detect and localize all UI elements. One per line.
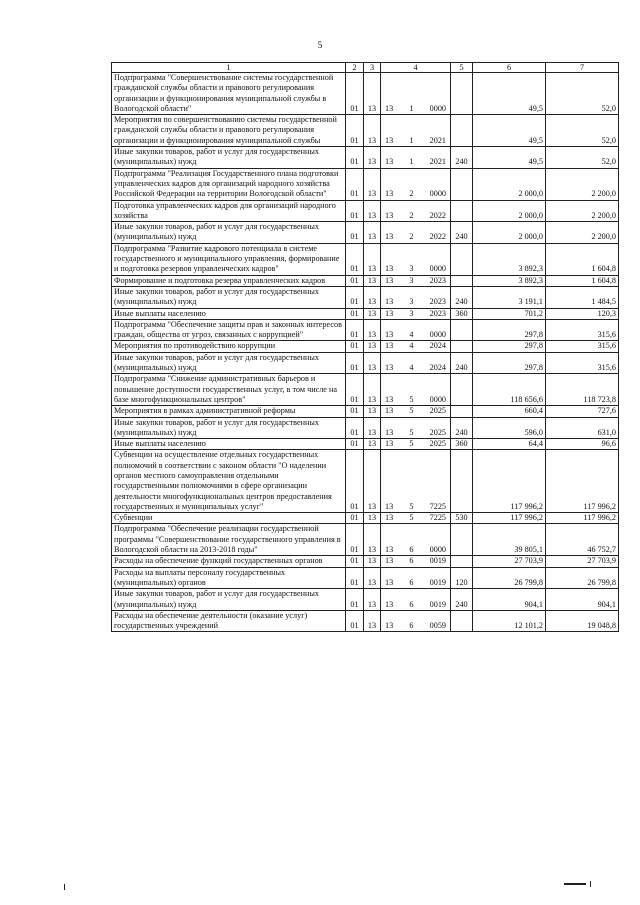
amount-year-1: 3 191,1	[473, 286, 546, 308]
budget-table	[111, 62, 619, 632]
amount-year-1: 2 000,0	[473, 168, 546, 200]
subprogram-code: 6	[409, 599, 414, 609]
subsection-code: 13	[364, 567, 381, 589]
row-name: Иные закупки товаров, работ и услуг для государственных (муниципальных) нужд	[112, 222, 346, 244]
expense-type-code	[451, 319, 473, 341]
section-code: 01	[346, 524, 364, 556]
row-name: Иные закупки товаров, работ и услуг для государственных (муниципальных) нужд	[112, 589, 346, 611]
direction-code: 7225	[429, 501, 446, 511]
row-name: Субвенции	[112, 513, 346, 524]
direction-code: 0059	[429, 621, 446, 631]
expense-type-code	[451, 73, 473, 115]
amount-year-1: 904,1	[473, 589, 546, 611]
direction-code: 0019	[429, 556, 446, 566]
subprogram-code: 3	[409, 275, 414, 285]
subprogram-code: 6	[409, 545, 414, 555]
target-item-code	[381, 439, 451, 450]
section-code: 01	[346, 222, 364, 244]
table-row	[112, 341, 619, 352]
program-code: 13	[385, 297, 394, 307]
subprogram-code: 5	[409, 394, 414, 404]
amount-year-1: 64,4	[473, 439, 546, 450]
row-name: Подпрограмма "Реализация Государственного плана подготовки управленческих кадров для организаций народного хозяйства Российской Федерации на территории Вологодской области"	[112, 168, 346, 200]
subsection-code: 13	[364, 556, 381, 567]
amount-year-2: 46 752,7	[546, 524, 619, 556]
subsection-code: 13	[364, 200, 381, 222]
expense-type-code	[451, 374, 473, 406]
amount-year-1: 118 656,6	[473, 374, 546, 406]
direction-code: 0019	[429, 577, 446, 587]
section-code: 01	[346, 200, 364, 222]
table-row	[112, 319, 619, 341]
row-name: Расходы на выплаты персоналу государственных (муниципальных) органов	[112, 567, 346, 589]
program-code: 13	[385, 264, 394, 274]
expense-type-code	[451, 243, 473, 275]
section-code: 01	[346, 147, 364, 169]
target-item-code	[381, 567, 451, 589]
expense-type-code	[451, 341, 473, 352]
subprogram-code: 3	[409, 264, 414, 274]
section-code: 01	[346, 567, 364, 589]
table-row	[112, 406, 619, 417]
program-code: 13	[385, 341, 394, 351]
subprogram-code: 4	[409, 330, 414, 340]
row-name: Мероприятия в рамках административной реформы	[112, 406, 346, 417]
program-code: 13	[385, 513, 394, 523]
amount-year-1: 39 805,1	[473, 524, 546, 556]
program-code: 13	[385, 189, 394, 199]
amount-year-1: 117 996,2	[473, 513, 546, 524]
subsection-code: 13	[364, 308, 381, 319]
amount-year-2: 315,6	[546, 319, 619, 341]
target-item-code	[381, 610, 451, 632]
section-code: 01	[346, 513, 364, 524]
direction-code: 2023	[429, 308, 446, 318]
subsection-code: 13	[364, 417, 381, 439]
direction-code: 2024	[429, 341, 446, 351]
subprogram-code: 5	[409, 513, 414, 523]
subsection-code: 13	[364, 513, 381, 524]
amount-year-2: 117 996,2	[546, 450, 619, 513]
section-code: 01	[346, 406, 364, 417]
row-name: Расходы на обеспечение деятельности (оказание услуг) государственных учреждений	[112, 610, 346, 632]
target-item-code	[381, 168, 451, 200]
target-item-code	[381, 73, 451, 115]
subprogram-code: 6	[409, 577, 414, 587]
table-row	[112, 567, 619, 589]
expense-type-code: 240	[451, 589, 473, 611]
program-code: 13	[385, 439, 394, 449]
program-code: 13	[385, 135, 394, 145]
table-row	[112, 200, 619, 222]
program-code: 13	[385, 556, 394, 566]
amount-year-2: 26 799,8	[546, 567, 619, 589]
section-code: 01	[346, 286, 364, 308]
subprogram-code: 6	[409, 621, 414, 631]
amount-year-1: 49,5	[473, 73, 546, 115]
expense-type-code: 240	[451, 352, 473, 374]
target-item-code	[381, 374, 451, 406]
program-code: 13	[385, 363, 394, 373]
page-number: 5	[317, 40, 323, 50]
row-name: Подпрограмма "Обеспечение защиты прав и законных интересов граждан, общества от угроз, связанных с коррупцией"	[112, 319, 346, 341]
header-row	[112, 63, 619, 73]
section-code: 01	[346, 341, 364, 352]
amount-year-2: 1 604,8	[546, 275, 619, 286]
program-code: 13	[385, 406, 394, 416]
scan-mark	[590, 881, 591, 887]
program-code: 13	[385, 621, 394, 631]
direction-code: 0000	[429, 264, 446, 274]
direction-code: 2021	[429, 157, 446, 167]
section-code: 01	[346, 73, 364, 115]
subsection-code: 13	[364, 589, 381, 611]
expense-type-code	[451, 115, 473, 147]
column-header: 6	[473, 63, 546, 73]
subsection-code: 13	[364, 374, 381, 406]
table-row	[112, 417, 619, 439]
subprogram-code: 4	[409, 363, 414, 373]
subsection-code: 13	[364, 450, 381, 513]
row-name: Иные выплаты населению	[112, 439, 346, 450]
row-name: Мероприятия по совершенствованию системы государственной гражданской службы области и правового регулирования организации и функционирования муниципальной службы	[112, 115, 346, 147]
amount-year-1: 49,5	[473, 115, 546, 147]
subsection-code: 13	[364, 73, 381, 115]
target-item-code	[381, 352, 451, 374]
table-row	[112, 286, 619, 308]
row-name: Подпрограмма "Снижение административных барьеров и повышение доступности государственных услуг, в том числе на базе многофункциональных центров"	[112, 374, 346, 406]
subsection-code: 13	[364, 147, 381, 169]
expense-type-code	[451, 524, 473, 556]
subprogram-code: 2	[409, 189, 414, 199]
subsection-code: 13	[364, 406, 381, 417]
amount-year-1: 49,5	[473, 147, 546, 169]
target-item-code	[381, 243, 451, 275]
target-item-code	[381, 524, 451, 556]
direction-code: 2021	[429, 135, 446, 145]
amount-year-1: 26 799,8	[473, 567, 546, 589]
subsection-code: 13	[364, 243, 381, 275]
table-row	[112, 275, 619, 286]
subprogram-code: 3	[409, 297, 414, 307]
amount-year-2: 727,6	[546, 406, 619, 417]
subprogram-code: 5	[409, 427, 414, 437]
subprogram-code: 2	[409, 210, 414, 220]
direction-code: 2025	[429, 427, 446, 437]
amount-year-2: 2 200,0	[546, 222, 619, 244]
direction-code: 2022	[429, 232, 446, 242]
program-code: 13	[385, 157, 394, 167]
table-row	[112, 556, 619, 567]
program-code: 13	[385, 577, 394, 587]
amount-year-1: 3 892,3	[473, 243, 546, 275]
expense-type-code	[451, 275, 473, 286]
target-item-code	[381, 275, 451, 286]
program-code: 13	[385, 427, 394, 437]
amount-year-1: 117 996,2	[473, 450, 546, 513]
amount-year-2: 96,6	[546, 439, 619, 450]
amount-year-2: 904,1	[546, 589, 619, 611]
target-item-code	[381, 319, 451, 341]
expense-type-code	[451, 450, 473, 513]
subprogram-code: 6	[409, 556, 414, 566]
amount-year-2: 1 484,5	[546, 286, 619, 308]
amount-year-1: 297,8	[473, 352, 546, 374]
subsection-code: 13	[364, 352, 381, 374]
amount-year-2: 27 703,9	[546, 556, 619, 567]
row-name: Иные закупки товаров, работ и услуг для государственных (муниципальных) нужд	[112, 352, 346, 374]
program-code: 13	[385, 501, 394, 511]
target-item-code	[381, 556, 451, 567]
direction-code: 2024	[429, 363, 446, 373]
program-code: 13	[385, 545, 394, 555]
expense-type-code	[451, 556, 473, 567]
program-code: 13	[385, 599, 394, 609]
subprogram-code: 5	[409, 501, 414, 511]
table-row	[112, 610, 619, 632]
table-row	[112, 73, 619, 115]
target-item-code	[381, 417, 451, 439]
expense-type-code: 240	[451, 286, 473, 308]
column-header: 7	[546, 63, 619, 73]
section-code: 01	[346, 610, 364, 632]
section-code: 01	[346, 275, 364, 286]
subprogram-code: 1	[409, 135, 414, 145]
amount-year-2: 315,6	[546, 352, 619, 374]
table-row	[112, 308, 619, 319]
direction-code: 2025	[429, 439, 446, 449]
amount-year-1: 297,8	[473, 341, 546, 352]
expense-type-code: 360	[451, 308, 473, 319]
program-code: 13	[385, 232, 394, 242]
amount-year-2: 52,0	[546, 73, 619, 115]
target-item-code	[381, 450, 451, 513]
subprogram-code: 3	[409, 308, 414, 318]
direction-code: 0000	[429, 330, 446, 340]
amount-year-2: 52,0	[546, 115, 619, 147]
column-header: 2	[346, 63, 364, 73]
subsection-code: 13	[364, 524, 381, 556]
amount-year-1: 2 000,0	[473, 222, 546, 244]
row-name: Расходы на обеспечение функций государственных органов	[112, 556, 346, 567]
amount-year-1: 27 703,9	[473, 556, 546, 567]
amount-year-2: 2 200,0	[546, 200, 619, 222]
expense-type-code	[451, 200, 473, 222]
amount-year-1: 596,0	[473, 417, 546, 439]
target-item-code	[381, 341, 451, 352]
amount-year-1: 12 101,2	[473, 610, 546, 632]
amount-year-1: 660,4	[473, 406, 546, 417]
table-row	[112, 439, 619, 450]
direction-code: 2023	[429, 297, 446, 307]
expense-type-code: 240	[451, 417, 473, 439]
table-row	[112, 589, 619, 611]
subsection-code: 13	[364, 610, 381, 632]
amount-year-2: 315,6	[546, 341, 619, 352]
subsection-code: 13	[364, 115, 381, 147]
column-header: 3	[364, 63, 381, 73]
expense-type-code: 120	[451, 567, 473, 589]
table-row	[112, 168, 619, 200]
column-header: 1	[112, 63, 346, 73]
section-code: 01	[346, 115, 364, 147]
direction-code: 0000	[429, 394, 446, 404]
row-name: Иные закупки товаров, работ и услуг для государственных (муниципальных) нужд	[112, 286, 346, 308]
row-name: Подготовка управленческих кадров для организаций народного хозяйства	[112, 200, 346, 222]
row-name: Формирование и подготовка резерва управленческих кадров	[112, 275, 346, 286]
scan-mark	[564, 883, 586, 885]
amount-year-2: 631,0	[546, 417, 619, 439]
expense-type-code: 360	[451, 439, 473, 450]
table-row	[112, 513, 619, 524]
table-row	[112, 374, 619, 406]
subsection-code: 13	[364, 286, 381, 308]
row-name: Иные закупки товаров, работ и услуг для государственных (муниципальных) нужд	[112, 147, 346, 169]
amount-year-1: 297,8	[473, 319, 546, 341]
amount-year-2: 1 604,8	[546, 243, 619, 275]
subprogram-code: 1	[409, 157, 414, 167]
table-row	[112, 524, 619, 556]
program-code: 13	[385, 275, 394, 285]
subprogram-code: 5	[409, 439, 414, 449]
target-item-code	[381, 147, 451, 169]
direction-code: 0000	[429, 545, 446, 555]
row-name: Подпрограмма "Развитие кадрового потенциала в системе государственного и муниципального управления, формирование и подготовка резервов управленческих кадров"	[112, 243, 346, 275]
amount-year-1: 2 000,0	[473, 200, 546, 222]
expense-type-code	[451, 406, 473, 417]
expense-type-code: 240	[451, 147, 473, 169]
row-name: Субвенции на осуществление отдельных государственных полномочий в соответствии с законом области "О наделении органов местного самоуправления отдельными государственными полномочиями в сфере организации деятельности многофункциональных центров предоставления государственных и муниципальных услуг"	[112, 450, 346, 513]
section-code: 01	[346, 556, 364, 567]
subprogram-code: 4	[409, 341, 414, 351]
subsection-code: 13	[364, 168, 381, 200]
row-name: Подпрограмма "Обеспечение реализации государственной программы "Совершенствование государственного управления в Вологодской области на 2013-2018 годы"	[112, 524, 346, 556]
target-item-code	[381, 406, 451, 417]
target-item-code	[381, 200, 451, 222]
amount-year-2: 52,0	[546, 147, 619, 169]
target-item-code	[381, 222, 451, 244]
direction-code: 2023	[429, 275, 446, 285]
subprogram-code: 1	[409, 103, 414, 113]
target-item-code	[381, 286, 451, 308]
subsection-code: 13	[364, 341, 381, 352]
subsection-code: 13	[364, 319, 381, 341]
subsection-code: 13	[364, 222, 381, 244]
amount-year-1: 3 892,3	[473, 275, 546, 286]
section-code: 01	[346, 589, 364, 611]
direction-code: 2022	[429, 210, 446, 220]
target-item-code	[381, 589, 451, 611]
scan-mark	[64, 884, 65, 890]
subsection-code: 13	[364, 439, 381, 450]
section-code: 01	[346, 352, 364, 374]
table-row	[112, 222, 619, 244]
subsection-code: 13	[364, 275, 381, 286]
section-code: 01	[346, 417, 364, 439]
direction-code: 0019	[429, 599, 446, 609]
direction-code: 0000	[429, 189, 446, 199]
program-code: 13	[385, 103, 394, 113]
table-row	[112, 147, 619, 169]
amount-year-2: 117 996,2	[546, 513, 619, 524]
target-item-code	[381, 308, 451, 319]
section-code: 01	[346, 308, 364, 319]
column-header: 4	[381, 63, 451, 73]
subprogram-code: 2	[409, 232, 414, 242]
section-code: 01	[346, 450, 364, 513]
expense-type-code: 530	[451, 513, 473, 524]
table-row	[112, 352, 619, 374]
section-code: 01	[346, 243, 364, 275]
row-name: Мероприятия по противодействию коррупции	[112, 341, 346, 352]
amount-year-2: 120,3	[546, 308, 619, 319]
section-code: 01	[346, 374, 364, 406]
expense-type-code	[451, 168, 473, 200]
amount-year-2: 2 200,0	[546, 168, 619, 200]
target-item-code	[381, 115, 451, 147]
direction-code: 7225	[429, 513, 446, 523]
direction-code: 0000	[429, 103, 446, 113]
amount-year-2: 19 048,8	[546, 610, 619, 632]
target-item-code	[381, 513, 451, 524]
amount-year-1: 701,2	[473, 308, 546, 319]
section-code: 01	[346, 439, 364, 450]
section-code: 01	[346, 168, 364, 200]
table-row	[112, 243, 619, 275]
program-code: 13	[385, 210, 394, 220]
row-name: Иные закупки товаров, работ и услуг для государственных (муниципальных) нужд	[112, 417, 346, 439]
subprogram-code: 5	[409, 406, 414, 416]
amount-year-2: 118 723,8	[546, 374, 619, 406]
program-code: 13	[385, 308, 394, 318]
direction-code: 2025	[429, 406, 446, 416]
row-name: Иные выплаты населению	[112, 308, 346, 319]
expense-type-code: 240	[451, 222, 473, 244]
table-row	[112, 450, 619, 513]
section-code: 01	[346, 319, 364, 341]
table-row	[112, 115, 619, 147]
program-code: 13	[385, 330, 394, 340]
expense-type-code	[451, 610, 473, 632]
column-header: 5	[451, 63, 473, 73]
program-code: 13	[385, 394, 394, 404]
row-name: Подпрограмма "Совершенствование системы государственной гражданской службы области и правового регулирования организации и функционирования муниципальной службы в Вологодской области"	[112, 73, 346, 115]
